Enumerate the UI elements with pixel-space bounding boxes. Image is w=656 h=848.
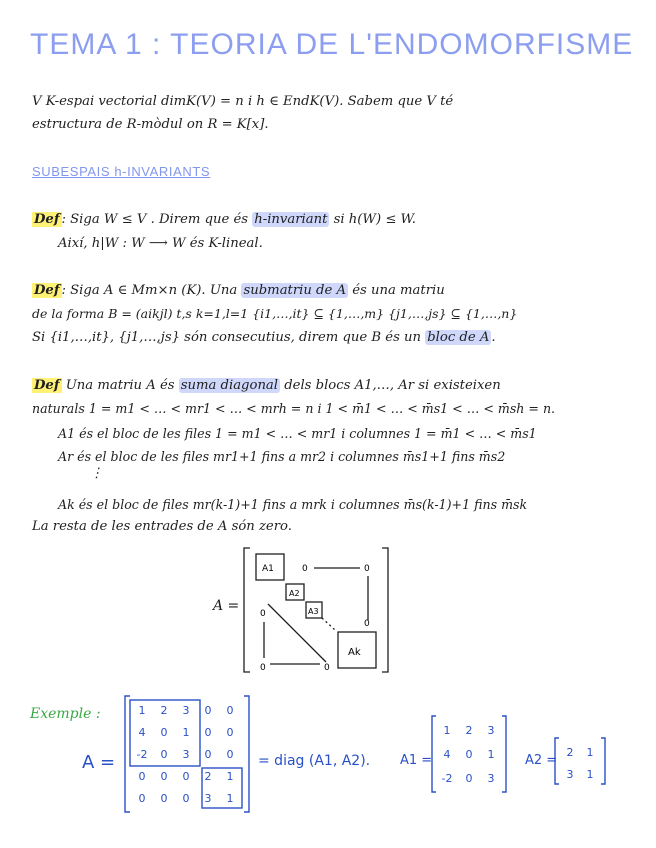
a1-matrix-cell-1-1: 0 (465, 748, 473, 761)
def1-text-a: : Siga W ≤ V . Direm que és (61, 212, 253, 227)
a2-label: A2 = (525, 753, 558, 768)
example-matrix-cell-4-0: 0 (138, 792, 146, 805)
a1-matrix-cell-2-2: 3 (487, 772, 495, 785)
example-matrix-cell-1-2: 1 (182, 726, 190, 739)
example-lhs: A = (82, 752, 116, 773)
example-matrix-cell-3-0: 0 (138, 770, 146, 783)
def-submatrix-line-3 (32, 330, 496, 345)
zero-bottom-left: 0 (260, 663, 266, 673)
block-matrix-lhs: A = (213, 598, 240, 614)
example-matrix-cell-3-4: 1 (226, 770, 234, 783)
section-heading-invariant-subspaces: SUBESPAIS h-INVARIANTS (32, 164, 211, 179)
a2-matrix-cell-1-0: 3 (566, 768, 574, 781)
a2-matrix-cell-1-1: 1 (586, 768, 594, 781)
zero-left: 0 (260, 609, 266, 619)
highlight-block: bloc de A (427, 330, 490, 345)
a2-matrix-cell-0-1: 1 (586, 746, 594, 759)
example-matrix-cell-4-1: 0 (160, 792, 168, 805)
def-submatrix-line-2: de la forma B = (aikjl) t,s k=1,l=1 {i1,…,it} ⊆ {1,…,m} {j1,…,js} ⊆ {1,…,n} (32, 306, 518, 321)
def-diagonal-sum-line-2: naturals 1 = m1 < … < mr1 < … < mrh = n i 1 < m̄1 < … < m̄s1 < … < m̄sh = n. (32, 401, 556, 416)
def2-line3-text-b: . (491, 330, 496, 345)
def-diagonal-sum-line-7: La resta de les entrades de A són zero. (32, 519, 292, 534)
def-diagonal-sum-line-1 (32, 378, 501, 393)
def-label: Def (34, 283, 60, 298)
def-diagonal-sum-line-5: ⋮ (90, 466, 104, 481)
block-a2-label: A2 (289, 589, 300, 598)
zero-right: 0 (364, 619, 370, 629)
def-submatrix-line-1 (32, 283, 445, 298)
example-matrix (122, 694, 252, 814)
a1-matrix-cell-2-0: -2 (441, 772, 453, 785)
example-matrix-cell-1-1: 0 (160, 726, 168, 739)
example-matrix-cell-4-4: 1 (226, 792, 234, 805)
block-a3-label: A3 (308, 607, 319, 616)
example-matrix-cell-2-2: 3 (182, 748, 190, 761)
example-matrix-cell-0-1: 2 (160, 704, 168, 717)
a1-matrix-cell-1-0: 4 (443, 748, 451, 761)
def2-text-b: és una matriu (348, 283, 445, 298)
example-matrix-cell-3-1: 0 (160, 770, 168, 783)
def2-line3-text-a: Si {i1,…,it}, {j1,…,js} són consecutius, direm que B és un (32, 330, 426, 345)
def-diagonal-sum-line-4: Ar és el bloc de les files mr1+1 fins a mr2 i columnes m̄s1+1 fins m̄s2 (58, 449, 506, 464)
example-matrix-cell-0-4: 0 (226, 704, 234, 717)
example-equals-diag: = diag (A1, A2). (258, 753, 371, 769)
example-label: Exemple : (30, 706, 101, 722)
example-matrix-cell-0-3: 0 (204, 704, 212, 717)
a1-matrix-cell-2-1: 0 (465, 772, 473, 785)
block-ak-label: Ak (348, 647, 361, 658)
example-matrix-cell-2-1: 0 (160, 748, 168, 761)
a1-label: A1 = (400, 753, 433, 768)
def-invariant-line-1 (32, 212, 416, 227)
def3-text-b: dels blocs A1,…, Ar si existeixen (280, 378, 501, 393)
zero-top: 0 (302, 564, 308, 574)
highlight-diagonal-sum: suma diagonal (180, 378, 279, 393)
a1-matrix-cell-1-2: 1 (487, 748, 495, 761)
def-label: Def (34, 212, 60, 227)
zero-bottom: 0 (324, 663, 330, 673)
def-label: Def (34, 378, 60, 393)
intro-line-1: V K-espai vectorial dimK(V) = n i h ∈ EndK(V). Sabem que V té (32, 94, 454, 109)
a2-matrix (553, 736, 609, 786)
example-matrix-cell-0-0: 1 (138, 704, 146, 717)
example-matrix-cell-3-3: 2 (204, 770, 212, 783)
def3-text-a: Una matriu A és (61, 378, 179, 393)
def-invariant-line-2: Així, h|W : W ⟶ W és K-lineal. (58, 236, 263, 251)
example-matrix-cell-2-3: 0 (204, 748, 212, 761)
example-matrix-cell-4-2: 0 (182, 792, 190, 805)
a1-matrix (430, 714, 510, 794)
example-matrix-cell-3-2: 0 (182, 770, 190, 783)
def2-text-a: : Siga A ∈ Mm×n (K). Una (61, 283, 242, 298)
zero-top-right: 0 (364, 564, 370, 574)
block-diagonal-matrix-diagram (240, 540, 400, 680)
example-matrix-cell-1-3: 0 (204, 726, 212, 739)
a2-matrix-cell-0-0: 2 (566, 746, 574, 759)
def-diagonal-sum-line-6: Ak és el bloc de files mr(k-1)+1 fins a mrk i columnes m̄s(k-1)+1 fins m̄sk (58, 497, 528, 512)
a1-matrix-cell-0-0: 1 (443, 724, 451, 737)
block-a1-label: A1 (262, 564, 274, 574)
example-matrix-cell-2-0: -2 (136, 748, 148, 761)
example-matrix-cell-1-4: 0 (226, 726, 234, 739)
example-matrix-cell-0-2: 3 (182, 704, 190, 717)
a1-matrix-cell-0-1: 2 (465, 724, 473, 737)
a1-matrix-cell-0-2: 3 (487, 724, 495, 737)
example-matrix-cell-2-4: 0 (226, 748, 234, 761)
highlight-submatrix: submatriu de A (243, 283, 347, 298)
intro-line-2: estructura de R-mòdul on R = K[x]. (32, 117, 269, 132)
highlight-h-invariant: h-invariant (254, 212, 328, 227)
def1-text-b: si h(W) ≤ W. (329, 212, 417, 227)
example-matrix-cell-4-3: 3 (204, 792, 212, 805)
example-matrix-cell-1-0: 4 (138, 726, 146, 739)
def-diagonal-sum-line-3: A1 és el bloc de les files 1 = m1 < … < mr1 i columnes 1 = m̄1 < … < m̄s1 (58, 426, 537, 441)
page-title: TEMA 1 : TEORIA DE L'ENDOMORFISME (30, 28, 634, 61)
